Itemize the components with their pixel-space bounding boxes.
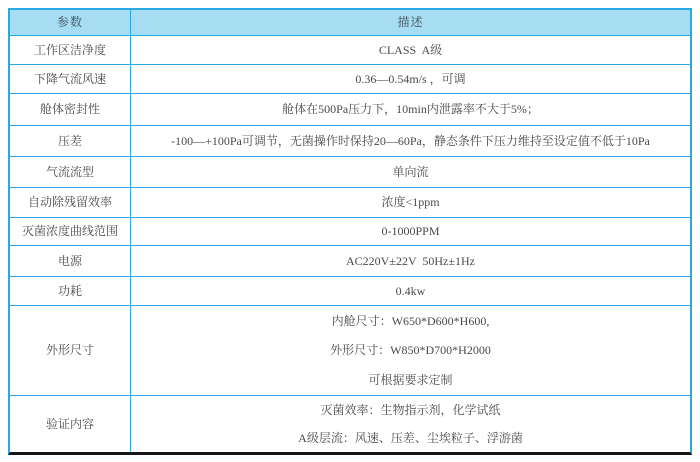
param-label: 舱体密封性 <box>39 102 100 117</box>
desc-line: 外形尺寸：W850*D700*H2000 <box>330 343 491 358</box>
param-cell <box>10 246 131 276</box>
param-label: 自动除残留效率 <box>27 195 112 210</box>
desc-line: AC220V±22V 50Hz±1Hz <box>346 253 475 268</box>
param-label: 下降气流风速 <box>33 71 106 86</box>
header-cell-desc <box>131 10 690 35</box>
desc-line: 可根据要求定制 <box>368 372 453 387</box>
desc-line: 内舱尺寸：W650*D600*H600, <box>331 313 490 328</box>
table-row <box>10 157 690 188</box>
param-cell <box>10 188 131 217</box>
desc-cell <box>131 36 690 64</box>
param-cell <box>10 94 131 125</box>
table-row <box>10 396 690 452</box>
param-cell <box>10 126 131 156</box>
desc-cell <box>131 396 690 452</box>
desc-cell <box>131 246 690 276</box>
param-label: 气流流型 <box>45 164 94 179</box>
table-row <box>10 218 690 246</box>
param-label: 灭菌浓度曲线范围 <box>21 224 118 239</box>
desc-line: 舱体在500Pa压力下，10min内泄露率不大于5%； <box>282 102 539 117</box>
table-row <box>10 94 690 126</box>
param-label: 外形尺寸 <box>45 343 94 358</box>
param-cell <box>10 306 131 395</box>
desc-cell <box>131 94 690 125</box>
desc-line: 灭菌效率：生物指示剂，化学试纸 <box>320 402 501 417</box>
desc-line: 浓度<1ppm <box>381 195 440 210</box>
header-param-label: 参数 <box>56 15 83 30</box>
table-row <box>10 126 690 157</box>
param-label: 功耗 <box>57 283 82 298</box>
param-label: 工作区洁净度 <box>33 42 106 57</box>
param-cell <box>10 218 131 245</box>
desc-line: CLASS A级 <box>378 42 443 57</box>
desc-cell <box>131 126 690 156</box>
specification-table <box>8 8 692 455</box>
table-row <box>10 65 690 94</box>
desc-line: 0.4kw <box>395 283 426 298</box>
desc-cell <box>131 277 690 305</box>
table-row <box>10 277 690 306</box>
header-desc-label: 描述 <box>397 15 424 30</box>
param-cell <box>10 157 131 187</box>
table-row <box>10 246 690 277</box>
desc-line: 0-1000PPM <box>381 224 440 239</box>
param-cell <box>10 65 131 93</box>
desc-line: -100—+100Pa可调节，无菌操作时保持20—60Pa，静态条件下压力维持至设定值不低于10Pa <box>171 133 650 148</box>
desc-cell <box>131 306 690 395</box>
desc-line: 单向流 <box>392 164 429 179</box>
table-row <box>10 36 690 65</box>
desc-cell <box>131 157 690 187</box>
desc-line: 0.36—0.54m/s ，可调 <box>355 71 466 86</box>
header-cell-param <box>10 10 131 35</box>
desc-line: A级层流：风速、压差、尘埃粒子、浮游菌 <box>298 430 523 445</box>
table-row <box>10 306 690 396</box>
param-cell <box>10 396 131 452</box>
table-header-row <box>10 10 690 36</box>
param-cell <box>10 277 131 305</box>
param-label: 压差 <box>57 133 82 148</box>
param-label: 电源 <box>57 253 82 268</box>
desc-cell <box>131 65 690 93</box>
desc-cell <box>131 188 690 217</box>
param-cell <box>10 36 131 64</box>
param-label: 验证内容 <box>45 416 94 431</box>
desc-cell <box>131 218 690 245</box>
table-row <box>10 188 690 218</box>
